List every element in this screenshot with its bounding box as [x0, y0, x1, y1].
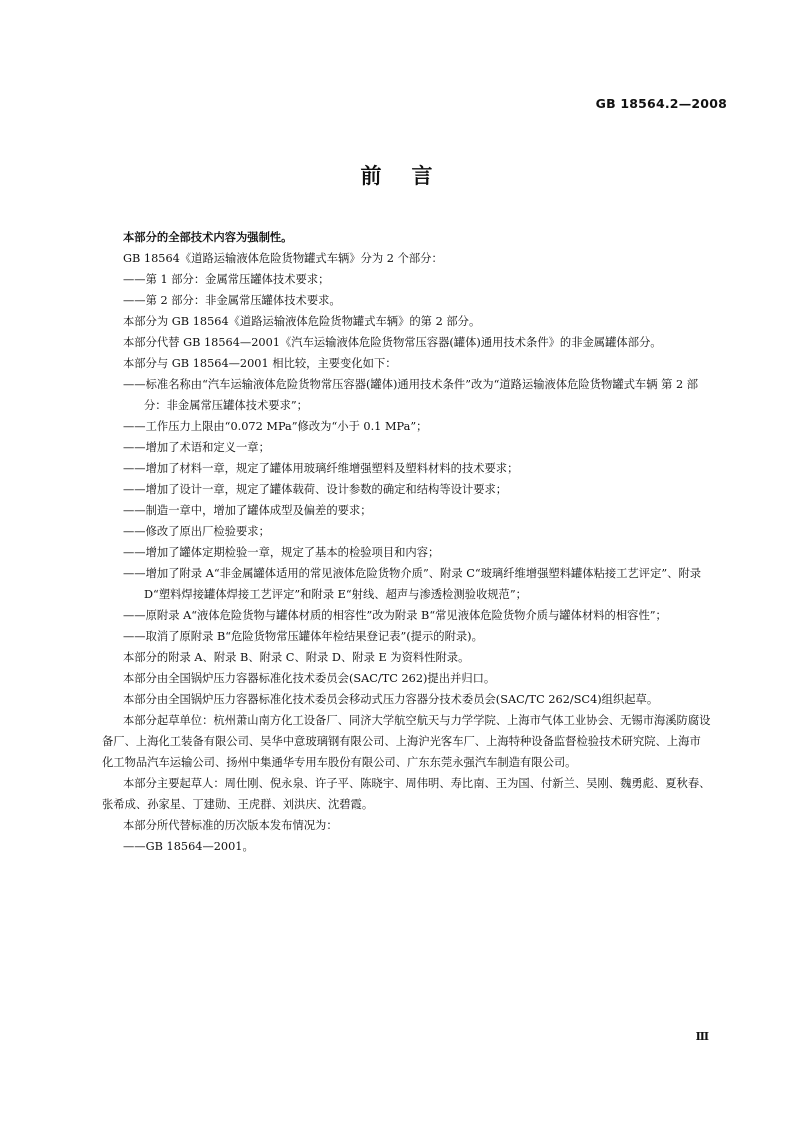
list-item: ——GB 18564—2001。 [123, 840, 254, 853]
paragraph: 本部分为 GB 18564《道路运输液体危险货物罐式车辆》的第 2 部分。 [123, 315, 481, 328]
page-title: 前言 [360, 164, 463, 188]
paragraph: GB 18564《道路运输液体危险货物罐式车辆》分为 2 个部分： [123, 252, 443, 265]
list-item: ——原附录 A“液体危险货物与罐体材质的相容性”改为附录 B“常见液体危险货物介质与罐体材料的相容性”； [123, 609, 667, 622]
paragraph: 本部分代替 GB 18564—2001《汽车运输液体危险货物常压容器(罐体)通用技术条件》的非金属罐体部分。 [123, 336, 662, 349]
paragraph: 本部分的附录 A、附录 B、附录 C、附录 D、附录 E 为资料性附录。 [123, 651, 470, 664]
page-number: Ⅲ [695, 1030, 709, 1043]
paragraph: 本部分主要起草人：周仕刚、倪永泉、许子平、陈晓宇、周伟明、寿比南、王为国、付新兰、吴刚、魏勇彪、夏秋春、张希成、孙家星、丁建勋、王虎群、刘洪庆、沈碧霞。 [102, 777, 711, 811]
list-item: ——标准名称由“汽车运输液体危险货物常压容器(罐体)通用技术条件”改为“道路运输液体危险货物罐式车辆 第 2 部分：非金属常压罐体技术要求”； [123, 378, 699, 412]
list-item: ——修改了原出厂检验要求； [123, 525, 270, 538]
standard-code: GB 18564.2—2008 [595, 96, 727, 111]
list-item: ——制造一章中，增加了罐体成型及偏差的要求； [123, 504, 372, 517]
list-item: ——增加了材料一章，规定了罐体用玻璃纤维增强塑料及塑料材料的技术要求； [123, 462, 519, 475]
foreword-body [102, 227, 712, 857]
list-item: ——第 2 部分：非金属常压罐体技术要求。 [123, 294, 341, 307]
list-item: ——增加了设计一章，规定了罐体载荷、设计参数的确定和结构等设计要求； [123, 483, 508, 496]
list-item: ——增加了术语和定义一章； [123, 441, 270, 454]
list-item: ——工作压力上限由“0.072 MPa”修改为“小于 0.1 MPa”； [123, 420, 428, 433]
paragraph: 本部分起草单位：杭州萧山南方化工设备厂、同济大学航空航天与力学学院、上海市气体工业协会、无锡市海溪防腐设备厂、上海化工装备有限公司、吴华中意玻璃钢有限公司、上海沪光客车厂、上海特种设备监督检验技术研究院、上海市化工物品汽车运输公司、扬州中集通华专用车股份有限公司、广东东莞永强汽车制造有限公司。 [102, 714, 711, 769]
paragraph: 本部分由全国锅炉压力容器标准化技术委员会移动式压力容器分技术委员会(SAC/TC 262/SC4)组织起草。 [123, 693, 659, 706]
paragraph: 本部分与 GB 18564—2001 相比较，主要变化如下： [123, 357, 397, 370]
list-item: ——增加了附录 A“非金属罐体适用的常见液体危险货物介质”、附录 C“玻璃纤维增强塑料罐体粘接工艺评定”、附录 D“塑料焊接罐体焊接工艺评定”和附录 E“射线、超声与渗透检测验收规范”； [123, 567, 702, 601]
list-item: ——增加了罐体定期检验一章，规定了基本的检验项目和内容； [123, 546, 440, 559]
list-item: ——取消了原附录 B“危险货物常压罐体年检结果登记表”(提示的附录)。 [123, 630, 483, 643]
paragraph: 本部分所代替标准的历次版本发布情况为： [123, 819, 338, 832]
list-item: ——第 1 部分：金属常压罐体技术要求； [123, 273, 330, 286]
mandatory-statement: 本部分的全部技术内容为强制性。 [123, 231, 293, 244]
paragraph: 本部分由全国锅炉压力容器标准化技术委员会(SAC/TC 262)提出并归口。 [123, 672, 496, 685]
